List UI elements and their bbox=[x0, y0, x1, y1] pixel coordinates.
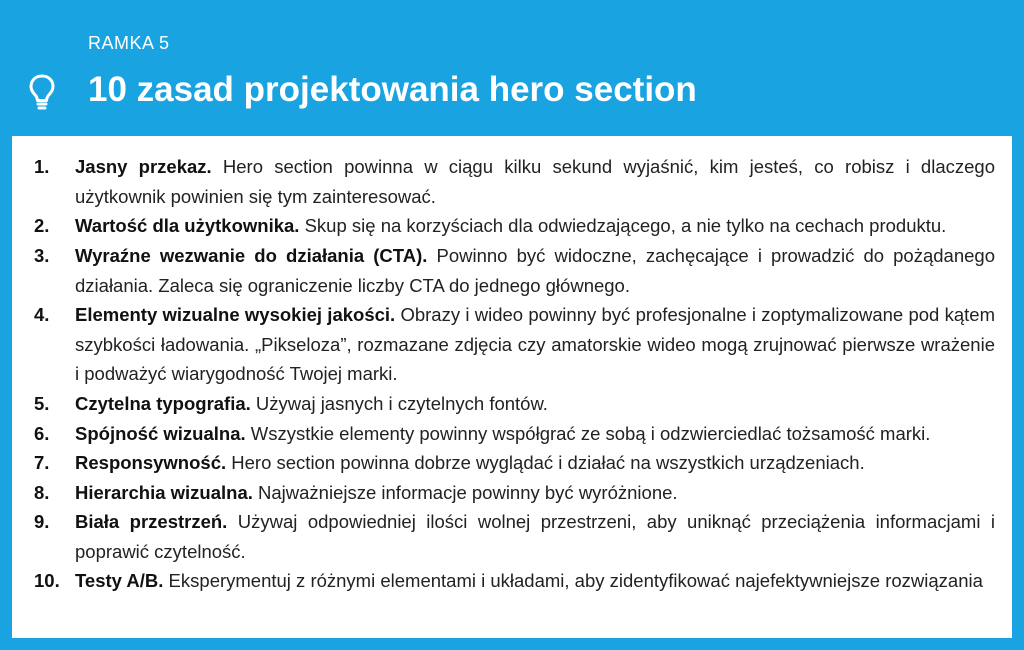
item-number: 3. bbox=[34, 245, 50, 266]
item-title: Biała przestrzeń. bbox=[75, 511, 228, 532]
item-text bbox=[75, 419, 995, 449]
item-title: Czytelna typografia. bbox=[75, 393, 251, 414]
item-body: Eksperymentuj z różnymi elementami i układami, aby zidentyfikować najefektywniejsze rozwiązania bbox=[163, 570, 983, 591]
item-text bbox=[75, 448, 995, 478]
item-number: 1. bbox=[34, 156, 50, 177]
box-label: RAMKA 5 bbox=[88, 33, 170, 53]
item-title: Spójność wizualna. bbox=[75, 423, 246, 444]
item-title: Hierarchia wizualna. bbox=[75, 482, 253, 503]
item-body: Używaj jasnych i czytelnych fontów. bbox=[250, 393, 548, 414]
item-body: Hero section powinna w ciągu kilku sekund wyjaśnić, kim jesteś, co robisz i dlaczego użytkownik powinien się tym zainteresować. bbox=[75, 156, 995, 207]
item-body: Skup się na korzyściach dla odwiedzającego, a nie tylko na cechach produktu. bbox=[299, 215, 947, 236]
item-number: 5. bbox=[34, 393, 50, 414]
item-number: 4. bbox=[34, 304, 50, 325]
lightbulb-icon bbox=[28, 73, 56, 111]
item-title: Jasny przekaz. bbox=[75, 156, 212, 177]
item-title: Wartość dla użytkownika. bbox=[75, 215, 300, 236]
item-text bbox=[75, 389, 995, 419]
item-body: Używaj odpowiedniej ilości wolnej przestrzeni, aby uniknąć przeciążenia informacjami i poprawić czytelność. bbox=[75, 511, 995, 562]
box-title: 10 zasad projektowania hero section bbox=[88, 70, 697, 109]
item-title: Wyraźne wezwanie do działania (CTA). bbox=[75, 245, 428, 266]
item-text bbox=[75, 478, 995, 508]
content-panel bbox=[12, 136, 1012, 638]
item-number: 7. bbox=[34, 452, 50, 473]
item-text bbox=[75, 152, 995, 211]
item-number: 6. bbox=[34, 423, 50, 444]
item-body: Hero section powinna dobrze wyglądać i działać na wszystkich urządzeniach. bbox=[226, 452, 865, 473]
item-body: Najważniejsze informacje powinny być wyróżnione. bbox=[252, 482, 678, 503]
item-number: 8. bbox=[34, 482, 50, 503]
item-number: 2. bbox=[34, 215, 50, 236]
item-text bbox=[75, 241, 995, 300]
item-title: Elementy wizualne wysokiej jakości. bbox=[75, 304, 396, 325]
item-text bbox=[75, 300, 995, 389]
item-number: 9. bbox=[34, 511, 50, 532]
item-number: 10. bbox=[34, 570, 60, 591]
item-body: Obrazy i wideo powinny być profesjonalne i zoptymalizowane pod kątem szybkości ładowania. „Pikseloza”, rozmazane zdjęcia czy amatorskie wideo mogą zrujnować pierwsze wrażenie i podważyć wiarygodność Twojej marki. bbox=[75, 304, 995, 384]
item-text bbox=[75, 566, 995, 596]
item-text bbox=[75, 211, 995, 241]
box-header bbox=[0, 0, 1024, 135]
item-title: Responsywność. bbox=[75, 452, 227, 473]
item-title: Testy A/B. bbox=[75, 570, 164, 591]
item-body: Wszystkie elementy powinny współgrać ze sobą i odzwierciedlać tożsamość marki. bbox=[245, 423, 931, 444]
item-text bbox=[75, 507, 995, 566]
item-body: Powinno być widoczne, zachęcające i prowadzić do pożądanego działania. Zaleca się ograniczenie liczby CTA do jednego głównego. bbox=[75, 245, 995, 296]
